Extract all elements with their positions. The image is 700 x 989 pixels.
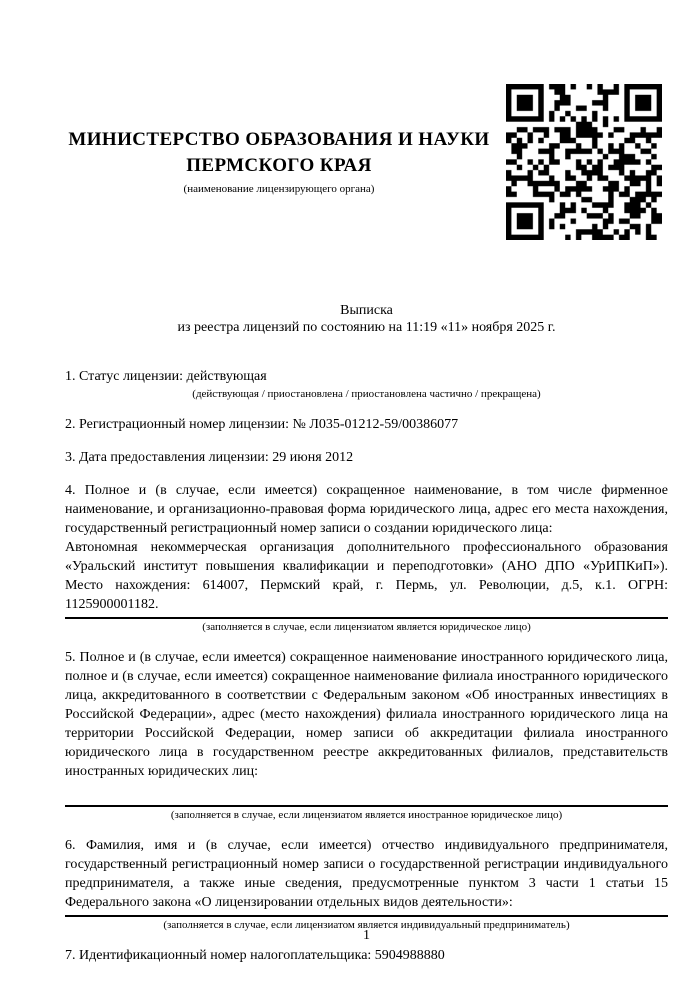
qr-code-icon [506, 84, 662, 240]
ministry-name [65, 127, 493, 179]
foreign-entity-answer [65, 781, 668, 802]
entrepreneur-caption: (заполняется в случае, если лицензиатом является индивидуальный предприниматель) [163, 919, 570, 931]
extract-heading [65, 302, 668, 336]
page-number: 1 [363, 928, 370, 943]
item-legal-entity [65, 481, 668, 634]
entrepreneur-question: 6. Фамилия, имя и (в случае, если имеется) отчество индивидуального предпринимателя, государственный регистрационный номер записи о государственной регистрации индивидуального предпринимателя, а также иные сведения, предусмотренные пунктом 3 части 1 статьи 15 Федерального закона «О лицензировании отдельных видов деятельности»: [65, 838, 668, 910]
license-status-caption: (действующая / приостановлена / приостановлена частично / прекращена) [192, 388, 541, 400]
extract-date-line: из реестра лицензий по состоянию на 11:19 «11» ноября 2025 г. [177, 320, 556, 335]
item-registration-number: 2. Регистрационный номер лицензии: № Л035-01212-59/00386077 [65, 417, 459, 432]
legal-entity-answer: Автономная некоммерческая организация дополнительного профессионального образования «Уральский институт повышения квалификации и переподготовки» (АНО ДПО «УрИПКиП»). Место нахождения: 614007, Пермский край, г. Пермь, ул. Революции, д.5, к.1. ОГРН: 1125900001182. [65, 540, 668, 612]
legal-entity-caption: (заполняется в случае, если лицензиатом является юридическое лицо) [202, 621, 531, 633]
item-license-status [65, 367, 668, 401]
extract-title: Выписка [340, 303, 393, 318]
legal-entity-underline [65, 617, 668, 619]
document-header [65, 0, 493, 196]
item-taxpayer-number: 7. Идентификационный номер налогоплательщика: 5904988880 [65, 948, 445, 963]
license-status-text: 1. Статус лицензии: действующая [65, 369, 267, 384]
foreign-entity-question: 5. Полное и (в случае, если имеется) сокращенное наименование иностранного юридического лица, полное и (в случае, если имеется) сокращенное наименование филиала иностранного юридического лица, аккредитованного в соответствии с Федеральным законом «Об иностранных инвестициях в Российской Федерации», адрес (место нахождения) филиала иностранного юридического лица на территории Российской Федерации, номер записи об аккредитации филиала иностранного юридического лица в государственном реестре аккредитованных филиалов, представительств иностранных юридических лиц: [65, 650, 668, 779]
entrepreneur-underline [65, 915, 668, 917]
foreign-entity-underline [65, 805, 668, 807]
foreign-entity-caption: (заполняется в случае, если лицензиатом является иностранное юридическое лицо) [170, 809, 563, 821]
item-grant-date: 3. Дата предоставления лицензии: 29 июня 2012 [65, 450, 354, 465]
extract-body [65, 367, 668, 965]
item-entrepreneur [65, 836, 668, 932]
legal-entity-question: 4. Полное и (в случае, если имеется) сокращенное наименование, в том числе фирменное наименование, и организационно-правовая форма юридического лица, адрес его места нахождения, государственный регистрационный номер записи о создании юридического лица: [65, 483, 668, 536]
item-foreign-entity [65, 648, 668, 822]
ministry-name-line1: МИНИСТЕРСТВО ОБРАЗОВАНИЯ И НАУКИ [68, 129, 490, 150]
ministry-name-line2: ПЕРМСКОГО КРАЯ [186, 155, 372, 176]
ministry-caption: (наименование лицензирующего органа) [183, 183, 375, 195]
